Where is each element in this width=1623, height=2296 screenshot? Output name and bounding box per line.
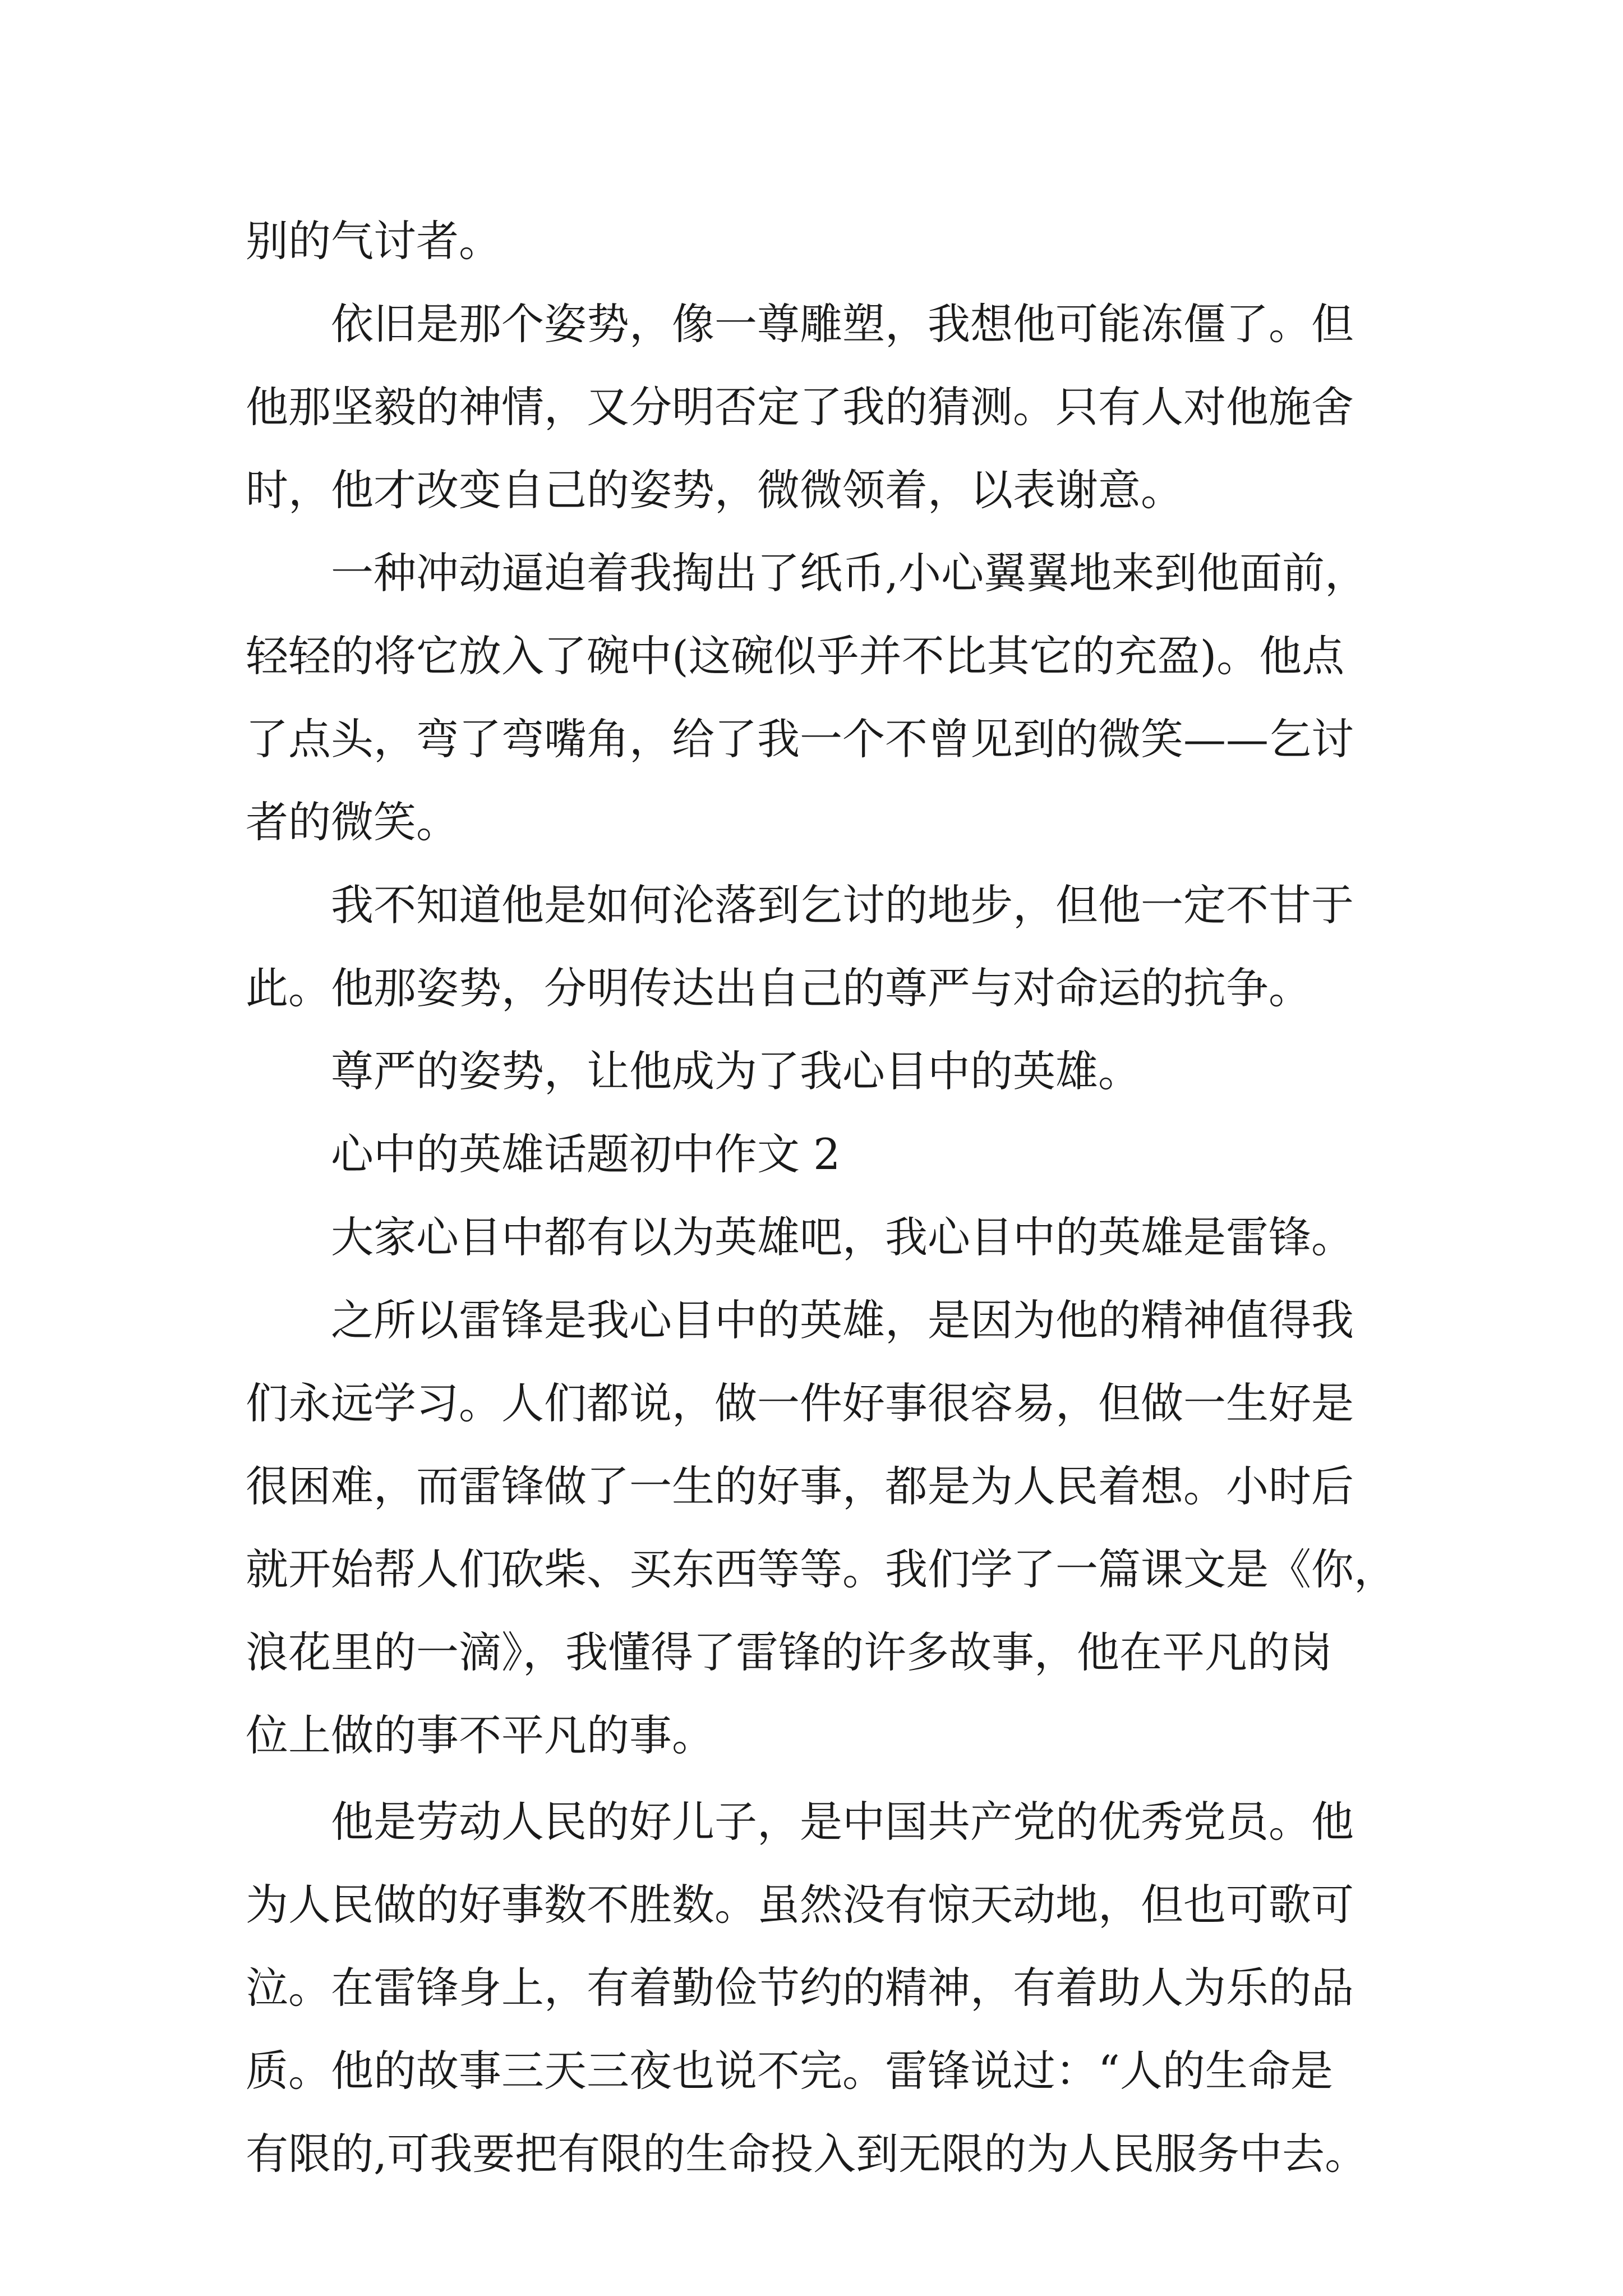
text-line: 别的气讨者。 xyxy=(246,216,501,266)
text-line: 时，他才改变自己的姿势，微微领着，以表谢意。 xyxy=(246,465,1183,515)
text-line: 泣。在雷锋身上，有着勤俭节约的精神，有着助人为乐的品 xyxy=(246,1963,1354,2013)
text-line: 一种冲动逼迫着我掏出了纸币,小心翼翼地来到他面前， xyxy=(331,548,1368,598)
text-line: 们永远学习。人们都说，做一件好事很容易，但做一生好是 xyxy=(246,1378,1354,1428)
section-heading: 心中的英雄话题初中作文 2 xyxy=(331,1129,841,1179)
text-line: 位上做的事不平凡的事。 xyxy=(246,1710,714,1760)
text-line: 了点头，弯了弯嘴角，给了我一个不曾见到的微笑——乞讨 xyxy=(246,714,1354,764)
text-line: 就开始帮人们砍柴、买东西等等。我们学了一篇课文是《你， xyxy=(246,1544,1396,1594)
text-line: 大家心目中都有以为英雄吧，我心目中的英雄是雷锋。 xyxy=(331,1212,1354,1262)
essay-text xyxy=(246,200,1396,2196)
text-line: 此。他那姿势，分明传达出自己的尊严与对命运的抗争。 xyxy=(246,963,1311,1013)
text-line: 者的微笑。 xyxy=(246,797,459,847)
text-line: 之所以雷锋是我心目中的英雄，是因为他的精神值得我 xyxy=(331,1295,1354,1345)
text-line: 尊严的姿势，让他成为了我心目中的英雄。 xyxy=(331,1046,1141,1096)
text-line: 他那坚毅的神情，又分明否定了我的猜测。只有人对他施舍 xyxy=(246,382,1354,432)
text-line: 质。他的故事三天三夜也说不完。雷锋说过：“人的生命是 xyxy=(246,2046,1333,2096)
text-line: 很困难，而雷锋做了一生的好事，都是为人民着想。小时后 xyxy=(246,1461,1354,1511)
text-line: 浪花里的一滴》，我懂得了雷锋的许多故事，他在平凡的岗 xyxy=(246,1627,1332,1677)
text-line: 他是劳动人民的好儿子，是中国共产党的优秀党员。他 xyxy=(331,1797,1354,1847)
text-line: 为人民做的好事数不胜数。虽然没有惊天动地，但也可歌可 xyxy=(246,1880,1354,1930)
text-line: 有限的,可我要把有限的生命投入到无限的为人民服务中去。 xyxy=(246,2129,1368,2179)
text-line: 依旧是那个姿势，像一尊雕塑，我想他可能冻僵了。但 xyxy=(331,299,1354,349)
text-line: 我不知道他是如何沦落到乞讨的地步，但他一定不甘于 xyxy=(331,880,1354,930)
text-line: 轻轻的将它放入了碗中(这碗似乎并不比其它的充盈)。他点 xyxy=(246,631,1345,681)
